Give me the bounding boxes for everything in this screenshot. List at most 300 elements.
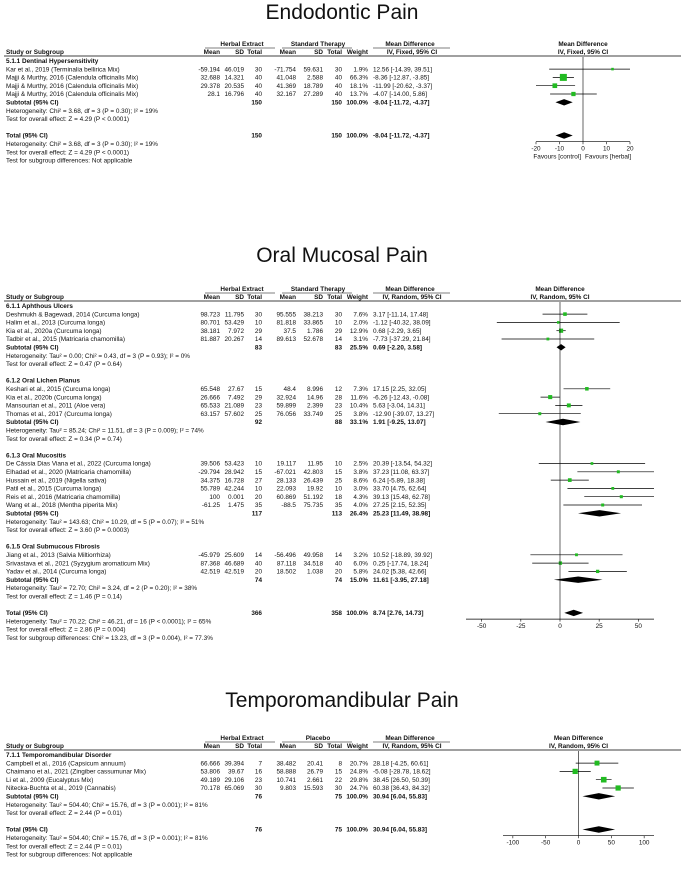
- control-total: 14: [334, 336, 342, 344]
- subgroup-heterogeneity: Heterogeneity: Chi² = 3.68, df = 3 (P = 0.30); I² = 19%: [6, 107, 158, 115]
- total-weight: 100.0%: [346, 826, 368, 834]
- x-tick-label: 0: [558, 623, 562, 631]
- control-total: 40: [334, 91, 342, 99]
- herbal-sd: 21.089: [224, 402, 244, 410]
- study-weight: 66.3%: [349, 74, 368, 82]
- study-point: [616, 785, 621, 790]
- study-name: Wang et al., 2018 (Mentha piperita Mix): [6, 502, 118, 510]
- control-mean: 58.888: [276, 768, 296, 776]
- control-total: 29: [334, 327, 342, 335]
- control-total: 20: [334, 568, 342, 576]
- header-group2: Standard Therapy: [290, 286, 346, 293]
- study-name: Campbell et al., 2016 (Capsicum annuum): [6, 760, 126, 768]
- footer-line: Test for overall effect: Z = 2.86 (P = 0.004): [6, 626, 126, 634]
- control-sd: 38.213: [303, 311, 323, 319]
- herbal-mean: -29.794: [198, 469, 220, 476]
- favours-left: Favours [control]: [533, 153, 581, 161]
- plot-header-mean-difference: Mean Difference: [558, 41, 608, 48]
- study-ci: -11.99 [-20.62, -3.37]: [373, 82, 433, 90]
- study-name: Elhadad et al., 2020 (Matricaria chamomilla): [6, 469, 132, 476]
- study-weight: 12.9%: [349, 327, 368, 335]
- control-mean: 48.4: [283, 386, 296, 393]
- control-sd: 11.95: [307, 460, 323, 468]
- control-sd: 8.996: [307, 386, 323, 393]
- study-name: Keshari et al., 2015 (Curcuma longa): [6, 386, 111, 393]
- herbal-total: 23: [254, 402, 262, 410]
- x-tick-label: -100: [506, 839, 520, 847]
- study-name: Kar et al., 2019 (Terminalia bellirica Mix): [6, 66, 120, 74]
- herbal-sd: 65.069: [224, 785, 244, 793]
- herbal-sd: 20.535: [224, 82, 244, 90]
- control-sd: 34.518: [303, 560, 323, 568]
- study-point: [571, 92, 575, 96]
- study-point: [601, 777, 607, 783]
- study-weight: 8.6%: [353, 477, 368, 485]
- herbal-sd: 16.728: [224, 477, 244, 485]
- herbal-mean: 34.375: [200, 477, 220, 485]
- study-point: [563, 312, 567, 316]
- subgroup-overall-test: Test for overall effect: Z = 2.44 (P = 0.01): [6, 810, 122, 818]
- subtotal-control-total: 75: [334, 793, 342, 801]
- control-total: 25: [334, 410, 342, 418]
- header-total: Total: [327, 743, 342, 750]
- herbal-sd: 53.429: [224, 319, 244, 327]
- total-weight: 100.0%: [346, 132, 368, 140]
- header-study: Study or Subgroup: [6, 743, 64, 750]
- header-study: Study or Subgroup: [6, 49, 64, 56]
- subtotal-diamond: [557, 344, 566, 350]
- header-sd: SD: [235, 294, 244, 301]
- control-sd: 59.631: [303, 66, 323, 74]
- header-mean: Mean: [203, 294, 220, 301]
- herbal-mean: 42.519: [200, 568, 220, 576]
- subgroup-name: 6.1.5 Oral Submucous Fibrosis: [6, 543, 100, 551]
- herbal-sd: 42.519: [224, 568, 244, 576]
- x-tick-label: 25: [595, 623, 603, 631]
- control-mean: 19.117: [276, 460, 296, 468]
- study-ci: 20.39 [-13.54, 54.32]: [373, 460, 432, 468]
- subgroup-heterogeneity: Heterogeneity: Tau² = 504.40; Chi² = 15.76, df = 3 (P = 0.001); I² = 81%: [6, 801, 208, 809]
- study-point: [585, 387, 589, 391]
- header-sd: SD: [235, 743, 244, 750]
- herbal-sd: 46.689: [224, 560, 244, 568]
- subtotal-diamond: [582, 793, 615, 799]
- herbal-total: 40: [254, 74, 262, 82]
- subtotal-diamond: [578, 510, 621, 516]
- herbal-sd: 57.602: [224, 410, 244, 418]
- control-mean: 81.818: [276, 319, 296, 327]
- control-sd: 33.749: [303, 410, 323, 418]
- herbal-total: 10: [254, 319, 262, 327]
- control-mean: 32.924: [276, 394, 296, 402]
- study-weight: 2.5%: [353, 460, 368, 468]
- header-total: Total: [327, 294, 342, 301]
- study-weight: 2.0%: [353, 319, 368, 327]
- herbal-mean: 65.533: [200, 402, 220, 410]
- study-point: [559, 561, 562, 564]
- header-weight: Weight: [346, 294, 368, 301]
- control-total: 8: [338, 760, 342, 768]
- subgroup-name: 7.1.1 Temporomandibular Disorder: [6, 752, 112, 759]
- study-weight: 1.9%: [353, 66, 368, 74]
- study-weight: 4.0%: [353, 502, 368, 510]
- subtotal-label: Subtotal (95% CI): [6, 576, 59, 584]
- herbal-mean: 55.789: [200, 485, 220, 493]
- control-mean: 59.899: [276, 402, 296, 410]
- herbal-total: 23: [254, 776, 262, 784]
- subtotal-control-total: 74: [334, 576, 342, 584]
- total-herbal: 366: [251, 610, 262, 618]
- total-label: Total (95% CI): [6, 610, 48, 618]
- study-ci: 60.38 [36.43, 84.32]: [373, 785, 430, 793]
- header-mean: Mean: [279, 743, 296, 750]
- favours-right: Favours [herbal]: [585, 153, 632, 161]
- study-name: Hussain et al., 2019 (Nigella sativa): [6, 477, 107, 485]
- herbal-total: 10: [254, 485, 262, 493]
- control-mean: -88.5: [281, 502, 296, 510]
- study-weight: 3.2%: [353, 552, 368, 559]
- study-ci: 12.56 [-14.39, 39.51]: [373, 66, 432, 74]
- study-weight: 13.7%: [349, 91, 368, 99]
- control-mean: -56.496: [274, 552, 296, 559]
- control-mean: 32.167: [276, 91, 296, 99]
- herbal-mean: 80.701: [200, 319, 220, 327]
- herbal-mean: 70.178: [200, 785, 220, 793]
- study-name: Kia et al., 2020a (Curcuma longa): [6, 327, 102, 335]
- header-group1: Herbal Extract: [220, 41, 264, 48]
- study-weight: 3.8%: [353, 469, 368, 476]
- control-total: 23: [334, 402, 342, 410]
- control-mean: 37.5: [283, 327, 296, 335]
- control-sd: 49.958: [303, 552, 323, 559]
- plot-header-model: IV, Random, 95% CI: [530, 294, 590, 301]
- header-sd: SD: [314, 294, 323, 301]
- herbal-total: 30: [254, 311, 262, 319]
- control-mean: 60.869: [276, 493, 296, 501]
- study-name: Chaimano et al., 2021 (Zingiber cassumunar Mix): [6, 768, 146, 776]
- x-tick-label: -20: [531, 145, 541, 153]
- herbal-total: 25: [254, 410, 262, 418]
- control-total: 15: [334, 469, 342, 476]
- herbal-sd: 11.795: [224, 311, 244, 319]
- herbal-mean: 39.506: [200, 460, 220, 468]
- subtotal-herbal-total: 74: [254, 576, 262, 584]
- header-mean-difference: Mean Difference: [385, 735, 435, 742]
- subtotal-label: Subtotal (95% CI): [6, 510, 59, 518]
- total-ci: -8.04 [-11.72, -4.37]: [373, 132, 430, 140]
- control-mean: 41.369: [276, 82, 296, 90]
- x-tick-label: 0: [576, 839, 581, 847]
- herbal-sd: 7.972: [228, 327, 244, 335]
- total-diamond: [555, 132, 572, 138]
- study-name: Patil et al., 2015 (Curcuma longa): [6, 485, 102, 493]
- subgroup-overall-test: Test for overall effect: Z = 0.34 (P = 0.74): [6, 435, 122, 443]
- total-diamond: [582, 826, 615, 832]
- herbal-total: 16: [254, 768, 262, 776]
- herbal-mean: 81.887: [200, 336, 220, 344]
- study-name: Yadav et al., 2014 (Curcuma longa): [6, 568, 107, 576]
- study-point: [611, 487, 614, 490]
- study-weight: 18.1%: [349, 82, 368, 90]
- control-sd: 75.735: [303, 502, 323, 510]
- study-weight: 20.7%: [349, 760, 368, 768]
- herbal-total: 29: [254, 327, 262, 335]
- header-mean: Mean: [279, 294, 296, 301]
- study-point: [559, 329, 563, 333]
- control-mean: 76.056: [276, 410, 296, 418]
- total-label: Total (95% CI): [6, 826, 48, 834]
- x-tick-label: -25: [516, 623, 526, 631]
- total-diamond: [564, 610, 583, 616]
- subtotal-label: Subtotal (95% CI): [6, 99, 59, 107]
- control-total: 14: [334, 552, 342, 559]
- study-name: Tadbir et al., 2015 (Matricaria chamomilla): [6, 336, 125, 344]
- header-model: IV, Fixed, 95% CI: [386, 49, 438, 56]
- subtotal-weight: 100.0%: [346, 793, 368, 801]
- study-name: Li et al., 2009 (Eucalyptus Mix): [6, 776, 94, 784]
- study-name: Deshmukh & Bagewadi, 2014 (Curcuma longa): [6, 311, 140, 319]
- subtotal-label: Subtotal (95% CI): [6, 344, 59, 352]
- study-point: [591, 462, 594, 465]
- x-tick-label: 100: [638, 839, 650, 847]
- subtotal-herbal-total: 76: [254, 793, 262, 801]
- study-weight: 11.6%: [350, 394, 368, 402]
- chart-title: Endodontic Pain: [265, 1, 419, 24]
- herbal-total: 30: [254, 785, 262, 793]
- herbal-mean: -59.194: [198, 66, 220, 74]
- control-total: 40: [334, 560, 342, 568]
- header-weight: Weight: [346, 743, 368, 750]
- chart-title: Oral Mucosal Pain: [256, 244, 428, 267]
- control-total: 15: [334, 768, 342, 776]
- header-group2: Placebo: [305, 735, 331, 742]
- header-model: IV, Random, 95% CI: [382, 294, 442, 301]
- subtotal-herbal-total: 150: [251, 99, 262, 107]
- control-mean: 95.555: [276, 311, 296, 319]
- herbal-sd: 42.244: [224, 485, 244, 493]
- study-weight: 5.8%: [353, 568, 368, 576]
- control-mean: -71.754: [274, 66, 296, 74]
- herbal-sd: 14.321: [224, 74, 244, 82]
- subtotal-weight: 100.0%: [346, 99, 368, 107]
- subtotal-ci: 25.23 [11.49, 38.98]: [373, 510, 431, 518]
- study-ci: 10.52 [-18.89, 39.92]: [373, 552, 432, 559]
- herbal-sd: 1.475: [228, 502, 244, 510]
- total-control: 150: [331, 132, 342, 140]
- control-total: 30: [334, 785, 342, 793]
- subtotal-ci: 0.69 [-2.20, 3.58]: [373, 344, 423, 352]
- herbal-total: 35: [254, 502, 262, 510]
- control-sd: 20.41: [307, 760, 323, 768]
- herbal-sd: 53.423: [224, 460, 244, 468]
- study-point: [573, 769, 578, 774]
- herbal-total: 40: [254, 560, 262, 568]
- herbal-total: 40: [254, 91, 262, 99]
- study-weight: 4.3%: [353, 493, 368, 501]
- study-name: Majji & Murthy, 2016 (Calendula officinalis Mix): [6, 91, 139, 99]
- header-sd: SD: [314, 743, 323, 750]
- plot-header-model: IV, Fixed, 95% CI: [557, 49, 609, 56]
- control-mean: 10.741: [276, 776, 296, 784]
- herbal-total: 29: [254, 394, 262, 402]
- study-name: Majji & Murthy, 2016 (Calendula officinalis Mix): [6, 74, 139, 82]
- herbal-mean: 29.378: [200, 82, 220, 90]
- subgroup-heterogeneity: Heterogeneity: Tau² = 85.24; Chi² = 11.51, df = 3 (P = 0.009); I² = 74%: [6, 427, 204, 435]
- herbal-sd: 27.67: [228, 386, 244, 393]
- study-weight: 7.6%: [353, 311, 368, 319]
- header-total: Total: [247, 743, 262, 750]
- herbal-mean: 63.157: [200, 410, 220, 418]
- control-sd: 2.588: [307, 74, 323, 82]
- control-mean: 89.613: [276, 336, 296, 344]
- herbal-total: 30: [254, 66, 262, 74]
- study-weight: 24.7%: [349, 785, 368, 793]
- herbal-total: 14: [254, 336, 262, 344]
- study-ci: 3.17 [-11.14, 17.48]: [373, 311, 428, 319]
- control-mean: 41.048: [276, 74, 296, 82]
- plot-header-model: IV, Random, 95% CI: [548, 743, 609, 750]
- header-mean: Mean: [203, 49, 220, 56]
- study-name: Majji & Murthy, 2016 (Calendula officinalis Mix): [6, 82, 139, 90]
- study-weight: 3.0%: [353, 485, 368, 493]
- control-total: 10: [334, 485, 342, 493]
- herbal-sd: 28.942: [224, 469, 244, 476]
- herbal-total: 40: [254, 82, 262, 90]
- control-total: 40: [334, 82, 342, 90]
- herbal-mean: 53.806: [200, 768, 220, 776]
- subgroup-heterogeneity: Heterogeneity: Tau² = 143.63; Chi² = 10.29, df = 5 (P = 0.07); I² = 51%: [6, 518, 205, 526]
- control-mean: 18.502: [276, 568, 296, 576]
- herbal-sd: 39.394: [224, 760, 244, 768]
- control-sd: 18.789: [303, 82, 323, 90]
- control-sd: 52.678: [303, 336, 323, 344]
- control-mean: 38.482: [276, 760, 296, 768]
- herbal-sd: 29.106: [224, 776, 244, 784]
- herbal-total: 14: [254, 552, 262, 559]
- x-tick-label: 0: [581, 145, 585, 153]
- study-ci: -5.08 [-28.78, 18.62]: [373, 768, 431, 776]
- subtotal-control-total: 113: [331, 510, 342, 518]
- x-tick-label: 20: [626, 145, 634, 153]
- x-tick-label: -50: [477, 623, 487, 631]
- total-herbal: 76: [254, 826, 262, 834]
- subgroup-heterogeneity: Heterogeneity: Tau² = 72.70; Chi² = 3.24, df = 2 (P = 0.20); I² = 38%: [6, 585, 198, 593]
- study-ci: 27.25 [2.15, 52.35]: [373, 502, 427, 510]
- control-sd: 42.803: [303, 469, 323, 476]
- study-name: Reis et al., 2016 (Matricaria chamomilla): [6, 493, 121, 501]
- total-control: 75: [334, 826, 342, 834]
- footer-line: Heterogeneity: Tau² = 70.22; Chi² = 46.21, df = 16 (P < 0.0001); I² = 65%: [6, 618, 212, 626]
- study-point: [620, 495, 623, 498]
- study-point: [557, 321, 560, 324]
- subtotal-control-total: 88: [334, 419, 342, 427]
- study-name: Nitecka-Buchta et al., 2019 (Cannabis): [6, 785, 116, 793]
- study-weight: 3.1%: [353, 336, 368, 344]
- herbal-mean: 100: [209, 493, 220, 501]
- x-tick-label: -10: [554, 145, 565, 153]
- footer-line: Test for overall effect: Z = 4.29 (P < 0.0001): [6, 149, 130, 157]
- herbal-sd: 20.267: [224, 336, 244, 344]
- study-name: Jiang et al., 2013 (Salvia Miltiorrhiza): [6, 552, 111, 559]
- control-sd: 26.439: [303, 477, 323, 485]
- study-weight: 29.8%: [349, 776, 368, 784]
- subgroup-overall-test: Test for overall effect: Z = 0.47 (P = 0.64): [6, 361, 122, 369]
- study-weight: 10.4%: [349, 402, 368, 410]
- control-sd: 2.399: [307, 402, 323, 410]
- header-group1: Herbal Extract: [220, 735, 264, 742]
- herbal-mean: 49.189: [200, 776, 220, 784]
- header-model: IV, Random, 95% CI: [382, 743, 442, 750]
- control-mean: 87.118: [276, 560, 296, 568]
- control-mean: 28.133: [276, 477, 296, 485]
- x-tick-label: 50: [607, 839, 615, 847]
- study-point: [595, 761, 600, 766]
- study-point: [568, 478, 572, 482]
- header-mean-difference: Mean Difference: [385, 41, 435, 48]
- footer-line: Heterogeneity: Chi² = 3.68, df = 3 (P = 0.30); I² = 19%: [6, 141, 158, 148]
- subtotal-diamond: [546, 419, 581, 425]
- subtotal-herbal-total: 92: [254, 419, 262, 427]
- herbal-mean: 65.548: [200, 386, 220, 393]
- control-mean: 9.803: [280, 785, 296, 793]
- subtotal-label: Subtotal (95% CI): [6, 419, 59, 427]
- subtotal-weight: 26.4%: [349, 510, 368, 518]
- control-sd: 1.786: [307, 327, 323, 335]
- study-ci: 17.15 [2.25, 32.05]: [373, 386, 427, 393]
- footer-line: Test for subgroup differences: Chi² = 13.23, df = 3 (P = 0.004), I² = 77.3%: [6, 635, 213, 642]
- study-weight: 6.0%: [353, 560, 368, 568]
- subtotal-control-total: 150: [331, 99, 342, 107]
- total-ci: 30.94 [6.04, 55.83]: [373, 826, 428, 834]
- herbal-mean: -61.25: [201, 502, 220, 510]
- study-ci: -6.26 [-12.43, -0.08]: [373, 394, 430, 402]
- herbal-mean: 32.688: [200, 74, 220, 82]
- subgroup-overall-test: Test for overall effect: Z = 4.29 (P < 0.0001): [6, 116, 130, 124]
- subtotal-weight: 25.5%: [349, 344, 368, 352]
- herbal-mean: 28.1: [207, 91, 220, 99]
- study-ci: 28.18 [-4.25, 60.61]: [373, 760, 429, 768]
- control-total: 12: [334, 386, 342, 393]
- study-ci: 38.45 [26.50, 50.39]: [373, 776, 430, 784]
- study-weight: 7.3%: [353, 386, 368, 393]
- study-ci: 0.25 [-17.74, 18.24]: [373, 560, 429, 568]
- footer-line: Test for overall effect: Z = 2.44 (P = 0.01): [6, 843, 122, 851]
- subtotal-herbal-total: 117: [251, 510, 262, 518]
- total-ci: 8.74 [2.76, 14.73]: [373, 610, 424, 618]
- subtotal-ci: 11.61 [-3.95, 27.18]: [373, 576, 429, 584]
- herbal-total: 20: [254, 568, 262, 576]
- study-ci: 33.70 [4.75, 62.64]: [373, 485, 427, 493]
- control-total: 10: [334, 319, 342, 327]
- subgroup-overall-test: Test for overall effect: Z = 3.60 (P = 0.0003): [6, 527, 130, 535]
- control-sd: 19.92: [307, 485, 323, 493]
- control-sd: 27.289: [303, 91, 323, 99]
- subgroup-name: 6.1.2 Oral Lichen Planus: [6, 377, 80, 385]
- total-herbal: 150: [251, 132, 262, 140]
- header-weight: Weight: [346, 49, 368, 56]
- herbal-total: 10: [254, 460, 262, 468]
- footer-line: Heterogeneity: Tau² = 504.40; Chi² = 15.76, df = 3 (P = 0.001); I² = 81%: [6, 835, 208, 842]
- herbal-total: 15: [254, 386, 262, 393]
- study-point: [560, 74, 567, 81]
- herbal-total: 20: [254, 493, 262, 501]
- study-name: De Cássia Dias Viana et al., 2022 (Curcuma longa): [6, 460, 151, 468]
- study-point: [546, 338, 549, 341]
- subtotal-label: Subtotal (95% CI): [6, 793, 59, 801]
- control-total: 25: [334, 477, 342, 485]
- study-name: Mansourian et al., 2011 (Aloe vera): [6, 402, 106, 410]
- study-point: [538, 412, 541, 415]
